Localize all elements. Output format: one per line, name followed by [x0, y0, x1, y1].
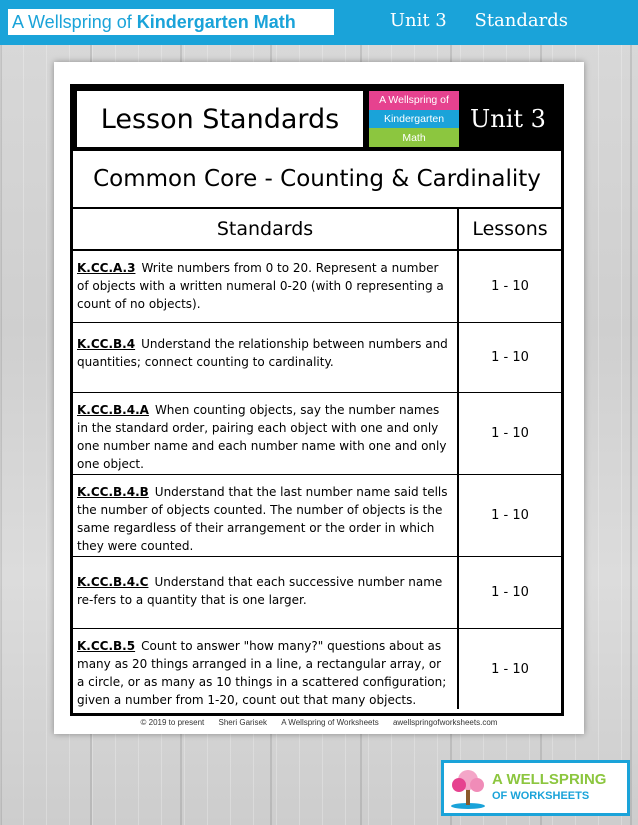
table-row: [73, 557, 561, 629]
table-row: [73, 629, 561, 709]
lessons-cell: 1 - 10: [491, 585, 529, 600]
standard-cell: [73, 557, 459, 628]
standard-cell: [73, 323, 459, 392]
tree-icon: [448, 766, 488, 810]
page-title: Lesson Standards: [77, 91, 363, 147]
column-header-standards: Standards: [73, 209, 459, 249]
logo-line-1: A Wellspring of: [369, 91, 459, 110]
logo-line-2: Kindergarten: [369, 110, 459, 129]
lessons-cell: 1 - 10: [491, 508, 529, 523]
standard-code: K.CC.A.3: [77, 261, 136, 275]
footer-copyright: © 2019 to present: [140, 718, 205, 727]
worksheet-page: [54, 62, 584, 734]
sheet-header: [73, 87, 561, 151]
standard-cell: [73, 629, 459, 709]
lessons-cell: 1 - 10: [491, 426, 529, 441]
standard-cell: [73, 251, 459, 322]
lessons-cell: 1 - 10: [491, 661, 529, 677]
series-name: Kindergarten Math: [136, 11, 296, 32]
standard-code: K.CC.B.4.B: [77, 485, 149, 499]
series-logo: [369, 91, 459, 147]
standard-cell: [73, 475, 459, 556]
standard-cell: [73, 393, 459, 474]
footer-website: awellspringofworksheets.com: [392, 718, 498, 727]
banner-section: Standards: [474, 10, 568, 31]
standard-text: Understand that each successive number name re-fers to a quantity that is one larger.: [77, 575, 443, 607]
top-banner: [0, 0, 638, 45]
standard-text: Understand the relationship between numbers and quantities; connect counting to cardinality.: [77, 337, 448, 369]
table-row: [73, 475, 561, 557]
lessons-cell: 1 - 10: [491, 350, 529, 365]
standard-text: Count to answer "how many?" questions about as many as 20 things arranged in a line, a rectangular array, or a circle, or as many as 10 things in a scattered configuration; given a number from 1-20, count out that many objects.: [77, 639, 447, 707]
banner-unit: Unit 3: [389, 10, 447, 31]
standard-text: Write numbers from 0 to 20. Represent a number of objects with a written numeral 0-20 (with 0 representing a count of no objects).: [77, 261, 444, 311]
subtitle: Common Core - Counting & Cardinality: [73, 151, 561, 209]
table-row: [73, 323, 561, 393]
banner-unit-info: [390, 10, 568, 31]
standard-text: When counting objects, say the number names in the standard order, pairing each object with one and only one number name and each number name with one and only one object.: [77, 403, 447, 471]
standard-code: K.CC.B.4.C: [77, 575, 149, 589]
standards-sheet: [70, 84, 564, 716]
lessons-cell: 1 - 10: [491, 279, 529, 294]
standard-code: K.CC.B.4.A: [77, 403, 149, 417]
brand-line-1: A WELLSPRING: [492, 771, 607, 788]
table-row: [73, 251, 561, 323]
standard-text: Understand that the last number name said tells the number of objects counted. The number of objects is the same regardless of their arrangement or the order in which they were counted.: [77, 485, 448, 553]
series-prefix: A Wellspring of: [12, 11, 132, 32]
logo-line-3: Math: [369, 128, 459, 147]
footer-company: A Wellspring of Worksheets: [281, 718, 379, 727]
series-title: [6, 7, 336, 37]
standard-code: K.CC.B.4: [77, 337, 136, 351]
standard-code: K.CC.B.5: [77, 639, 136, 653]
column-header-lessons: Lessons: [472, 218, 548, 240]
table-row: [73, 393, 561, 475]
brand-line-2: OF WORKSHEETS: [492, 790, 590, 802]
brand-logo: [441, 760, 630, 816]
page-footer: [54, 718, 584, 727]
unit-label: Unit 3: [470, 105, 546, 133]
footer-author: Sheri Garisek: [218, 718, 267, 727]
brand-text: [492, 771, 606, 805]
table-header: [73, 209, 561, 251]
